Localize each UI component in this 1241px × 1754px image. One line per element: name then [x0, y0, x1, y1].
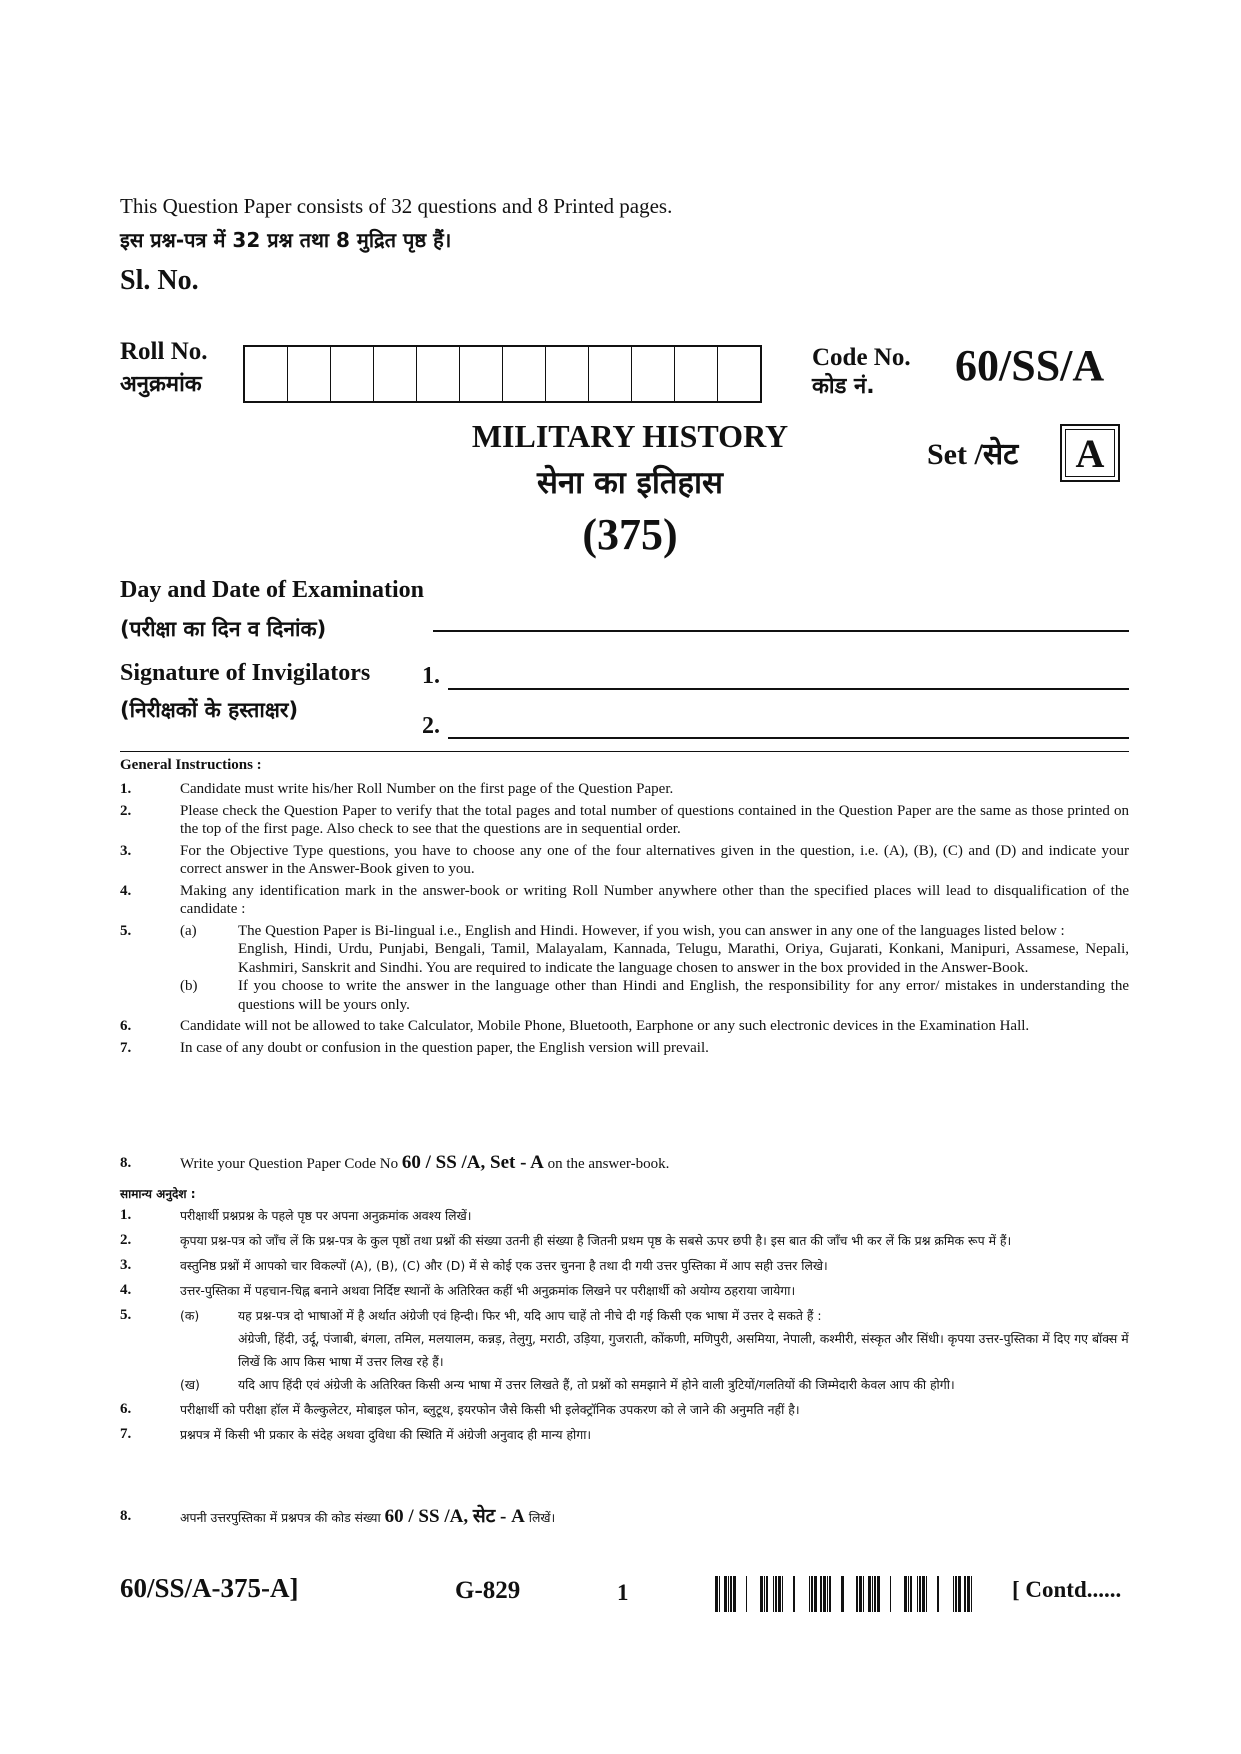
instruction-item — [120, 1229, 1129, 1252]
instruction-text: परीक्षार्थी प्रश्नप्रश्न के पहले पृष्ठ पर अपना अनुक्रमांक अवश्य लिखें। — [180, 1208, 472, 1223]
exam-date-label-hi: (परीक्षा का दिन व दिनांक) — [120, 617, 327, 641]
signature-1-line[interactable] — [448, 688, 1129, 690]
barcode-bar — [856, 1576, 858, 1612]
instruction-8-en — [120, 1154, 1129, 1174]
barcode-bar — [782, 1576, 783, 1612]
barcode-bar — [908, 1576, 909, 1612]
instruction-number — [120, 940, 180, 977]
instruction-item — [120, 1373, 1129, 1396]
barcode-bar — [872, 1576, 873, 1612]
roll-number-label — [120, 338, 208, 398]
general-instructions-en — [120, 780, 1129, 1057]
instruction-text: Candidate will not be allowed to take Calculator, Mobile Phone, Bluetooth, Earphone or any such electronic devices in the Examination Hall. — [180, 1018, 1030, 1034]
instruction-text: If you choose to write the answer in the language other than Hindi and English, the responsibility for any error/ mistakes in understanding the questions will be yours only. — [238, 978, 1129, 1013]
barcode-bar — [715, 1576, 718, 1612]
invigilator-signature-label-en: Signature of Invigilators — [120, 660, 371, 686]
barcode-bar — [820, 1576, 822, 1612]
instruction-text: Making any identification mark in the answer-book or writing Roll Number anywhere other than the specified places will lead to disqualification of the candidate : — [180, 882, 1129, 917]
roll-number-cell[interactable] — [503, 347, 546, 401]
pages-info-hi: इस प्रश्न-पत्र में 32 प्रश्न तथा 8 मुद्रित पृष्ठ हैं। — [120, 228, 452, 252]
instruction-text: यह प्रश्न-पत्र दो भाषाओं में है अर्थात अंग्रेजी एवं हिन्दी। फिर भी, यदि आप चाहें तो नीचे दी गई किसी एक भाषा में उत्तर दे सकते हैं : — [238, 1308, 822, 1323]
roll-number-cell[interactable] — [546, 347, 589, 401]
invigilator-signature-label-hi: (निरीक्षकों के हस्ताक्षर) — [120, 698, 299, 722]
signature-2-line[interactable] — [448, 737, 1129, 739]
instruction-8-hi — [120, 1505, 1129, 1529]
instruction-item — [120, 977, 1129, 1014]
instruction-text: Please check the Question Paper to verify that the total pages and total number of questions contained in the Question Paper are the same as those printed on the top of the first page. Also check to see that the questions are in sequential order. — [180, 802, 1129, 837]
instruction-number: 5. — [120, 1307, 132, 1323]
barcode-bar — [910, 1576, 912, 1612]
barcode-bar — [778, 1576, 781, 1612]
roll-number-cell[interactable] — [417, 347, 460, 401]
barcode-bar — [811, 1576, 813, 1612]
barcode-bar — [953, 1576, 954, 1612]
g-code: G-829 — [455, 1577, 521, 1604]
instruction-text: English, Hindi, Urdu, Punjabi, Bengali, Tamil, Malayalam, Kannada, Telugu, Marathi, Oriya, Gujarati, Konkani, Manipuri, Assamese, Nepali, Kashmiri, Sanskrit and Sindhi. You are required to indicate the language chosen to answer in the box provided in the Answer-Book. — [238, 941, 1129, 976]
page-number: 1 — [617, 1580, 629, 1605]
barcode-bar — [775, 1576, 777, 1612]
roll-number-boxes[interactable] — [243, 345, 762, 403]
barcode-bar — [917, 1576, 918, 1612]
instruction-8-code-hi: 60 / SS /A, सेट - A — [384, 1506, 525, 1527]
instruction-text: परीक्षार्थी को परीक्षा हॉल में कैल्कुलेटर, मोबाइल फोन, ब्लुटूथ, इयरफोन जैसे किसी भी इलेक्ट्रॉनिक उपकरण को ले जाने की अनुमति नहीं है। — [180, 1402, 800, 1417]
instruction-text: In case of any doubt or confusion in the question paper, the English version will prevail. — [180, 1039, 709, 1056]
instruction-number: 3. — [120, 1257, 132, 1273]
code-number-value: 60/SS/A — [955, 341, 1105, 390]
instruction-number: 5. — [120, 922, 132, 939]
serial-number-label: Sl. No. — [120, 265, 199, 296]
section-divider — [120, 751, 1129, 752]
code-label-hi: कोड नं. — [812, 374, 875, 399]
roll-label-hi: अनुक्रमांक — [120, 372, 202, 397]
barcode-bar — [868, 1576, 871, 1612]
barcode-bar — [841, 1576, 844, 1612]
instruction-number — [120, 1327, 180, 1373]
barcode-bar — [746, 1576, 747, 1612]
instruction-number: 2. — [120, 802, 132, 819]
barcode-bar — [733, 1576, 736, 1612]
instruction-number — [120, 1373, 180, 1396]
roll-number-cell[interactable] — [589, 347, 632, 401]
barcode-bar — [766, 1576, 768, 1612]
barcode-bar — [730, 1576, 732, 1612]
exam-date-line[interactable] — [433, 630, 1129, 632]
instruction-item — [120, 882, 1129, 919]
barcode-bar — [971, 1576, 972, 1612]
barcode-bar — [773, 1576, 774, 1612]
barcode-bar — [829, 1576, 831, 1612]
instruction-text: यदि आप हिंदी एवं अंग्रेजी के अतिरिक्त किसी अन्य भाषा में उत्तर लिखते हैं, तो प्रश्नों को समझाने में होने वाली त्रुटियों/गलतियों की जिम्मेदारी केवल आप की होगी। — [238, 1377, 955, 1392]
roll-number-cell[interactable] — [632, 347, 675, 401]
subject-title-block — [420, 418, 840, 560]
instruction-item — [120, 1254, 1129, 1277]
instruction-sub-label — [180, 940, 238, 977]
roll-number-cell[interactable] — [460, 347, 503, 401]
barcode-bar — [937, 1576, 939, 1612]
instruction-text: अंग्रेजी, हिंदी, उर्दू, पंजाबी, बंगला, तमिल, मलयालम, कन्नड़, तेलुगु, मराठी, उड़िया, गुजराती, कोंकणी, मणिपुरी, असमिया, नेपाली, कश्मीरी, संस्कृत और सिंधी। कृपया उत्तर-पुस्तिका में दिए गए बॉक्स में लिखें कि आप किस भाषा में उत्तर लिख रहे हैं। — [238, 1331, 1129, 1369]
roll-number-cell[interactable] — [245, 347, 288, 401]
exam-date-label-en: Day and Date of Examination — [120, 577, 425, 603]
barcode-bar — [967, 1576, 970, 1612]
barcode-bar — [859, 1576, 862, 1612]
instruction-item — [120, 842, 1129, 879]
barcode-bar — [922, 1576, 925, 1612]
roll-number-cell[interactable] — [374, 347, 417, 401]
instruction-item — [120, 780, 1129, 799]
signature-1-number: 1. — [422, 663, 440, 689]
instruction-item — [120, 1017, 1129, 1036]
instruction-item — [120, 1327, 1129, 1373]
instruction-number: 1. — [120, 781, 132, 797]
barcode-bar — [890, 1576, 891, 1612]
instruction-text: For the Objective Type questions, you have to choose any one of the four alternatives given in the question, i.e. (A), (B), (C) and (D) and indicate your correct answer in the Answer-Book given to you. — [180, 842, 1129, 877]
instruction-text: उत्तर-पुस्तिका में पहचान-चिह्न बनाने अथवा निर्दिष्ट स्थानों के अतिरिक्त कहीं भी अनुक्रमांक लिखने पर परीक्षार्थी को अयोग्य ठहराया जायेगा। — [180, 1283, 796, 1298]
instruction-text: The Question Paper is Bi-lingual i.e., English and Hindi. However, if you wish, you can answer in any one of the languages listed below : — [238, 922, 1065, 939]
instruction-number: 4. — [120, 1282, 132, 1298]
barcode-bar — [719, 1576, 720, 1612]
instruction-8-post-hi: लिखें। — [528, 1510, 556, 1525]
instruction-8-pre-hi: अपनी उत्तरपुस्तिका में प्रश्नपत्र की कोड संख्या — [180, 1510, 381, 1525]
instruction-8-post: on the answer-book. — [547, 1156, 670, 1172]
instruction-number: 8. — [120, 1508, 132, 1524]
barcode-icon — [715, 1576, 975, 1612]
code-number-label — [812, 344, 911, 400]
barcode-bar — [926, 1576, 927, 1612]
roll-number-cell[interactable] — [288, 347, 331, 401]
barcode-bar — [877, 1576, 880, 1612]
barcode-bar — [728, 1576, 729, 1612]
instruction-number: 8. — [120, 1155, 132, 1171]
instruction-item — [120, 1279, 1129, 1302]
barcode-bar — [955, 1576, 957, 1612]
instruction-number: 6. — [120, 1018, 132, 1034]
instruction-number: 3. — [120, 842, 132, 859]
instruction-number: 4. — [120, 882, 132, 899]
instruction-number: 7. — [120, 1039, 132, 1056]
barcode-bar — [724, 1576, 727, 1612]
barcode-bar — [904, 1576, 907, 1612]
instruction-item — [120, 1039, 1129, 1058]
instruction-number: 1. — [120, 1207, 132, 1223]
subject-code: (375) — [582, 510, 678, 559]
instruction-item — [120, 802, 1129, 839]
roll-label-en: Roll No. — [120, 338, 208, 365]
instruction-item — [120, 922, 1129, 941]
set-label: Set /सेट — [927, 438, 1019, 471]
roll-number-cell[interactable] — [675, 347, 718, 401]
pages-info-en: This Question Paper consists of 32 questions and 8 Printed pages. — [120, 194, 673, 218]
barcode-bar — [958, 1576, 961, 1612]
general-instructions-title: General Instructions : — [120, 757, 262, 773]
instruction-number — [120, 977, 180, 1014]
instruction-item — [120, 1398, 1129, 1421]
instruction-number: 6. — [120, 1401, 132, 1417]
barcode-bar — [793, 1576, 795, 1612]
barcode-bar — [964, 1576, 966, 1612]
barcode-bar — [823, 1576, 826, 1612]
barcode-bar — [827, 1576, 828, 1612]
roll-number-cell[interactable] — [718, 347, 760, 401]
instruction-item — [120, 1304, 1129, 1327]
barcode-bar — [764, 1576, 765, 1612]
barcode-bar — [760, 1576, 763, 1612]
general-instructions-hi — [120, 1204, 1129, 1446]
instruction-text: Candidate must write his/her Roll Number on the first page of the Question Paper. — [180, 781, 674, 797]
code-label-en: Code No. — [812, 344, 911, 371]
roll-number-cell[interactable] — [331, 347, 374, 401]
instruction-sub-label — [180, 1327, 238, 1373]
instruction-text: प्रश्नपत्र में किसी भी प्रकार के संदेह अथवा दुविधा की स्थिति में अंग्रेजी अनुवाद ही मान्य होगा। — [180, 1427, 592, 1442]
instruction-sub-label: (क) — [180, 1308, 200, 1323]
set-value-box: A — [1060, 424, 1120, 482]
general-instructions-title-hi: सामान्य अनुदेश : — [120, 1187, 196, 1201]
instruction-sub-label: (a) — [180, 922, 197, 939]
instruction-item — [120, 1423, 1129, 1446]
barcode-bar — [809, 1576, 810, 1612]
instruction-sub-label: (ख) — [180, 1377, 200, 1392]
barcode-bar — [863, 1576, 864, 1612]
continued-label: [ Contd...... — [1012, 1577, 1122, 1602]
barcode-bar — [814, 1576, 817, 1612]
instruction-text: कृपया प्रश्न-पत्र को जाँच लें कि प्रश्न-पत्र के कुल पृष्ठों तथा प्रश्नों की संख्या उतनी ही संख्या है जितनी प्रथम पृष्ठ के सबसे ऊपर छपी है। इस बात की जाँच भी कर लें कि प्रश्न क्रमिक रूप में हैं। — [180, 1233, 1012, 1248]
subject-title-en: MILITARY HISTORY — [471, 418, 789, 454]
subject-title-hi: सेना का इतिहास — [537, 465, 723, 501]
instruction-text: वस्तुनिष्ठ प्रश्नों में आपको चार विकल्पों (A), (B), (C) और (D) में से कोई एक उत्तर चुनना है तथा दी गयी उत्तर पुस्तिका में आप सही उत्तर लिखे। — [180, 1258, 828, 1273]
instruction-sub-label: (b) — [180, 978, 198, 994]
instruction-number: 7. — [120, 1426, 132, 1442]
instruction-item — [120, 940, 1129, 977]
signature-2-number: 2. — [422, 713, 440, 739]
barcode-bar — [919, 1576, 921, 1612]
barcode-bar — [874, 1576, 876, 1612]
instruction-8-pre: Write your Question Paper Code No — [180, 1156, 399, 1172]
instruction-item — [120, 1204, 1129, 1227]
instruction-8-code: 60 / SS /A, Set - A — [401, 1152, 544, 1173]
instruction-number: 2. — [120, 1232, 132, 1248]
paper-code-footer: 60/SS/A-375-A] — [120, 1573, 299, 1603]
